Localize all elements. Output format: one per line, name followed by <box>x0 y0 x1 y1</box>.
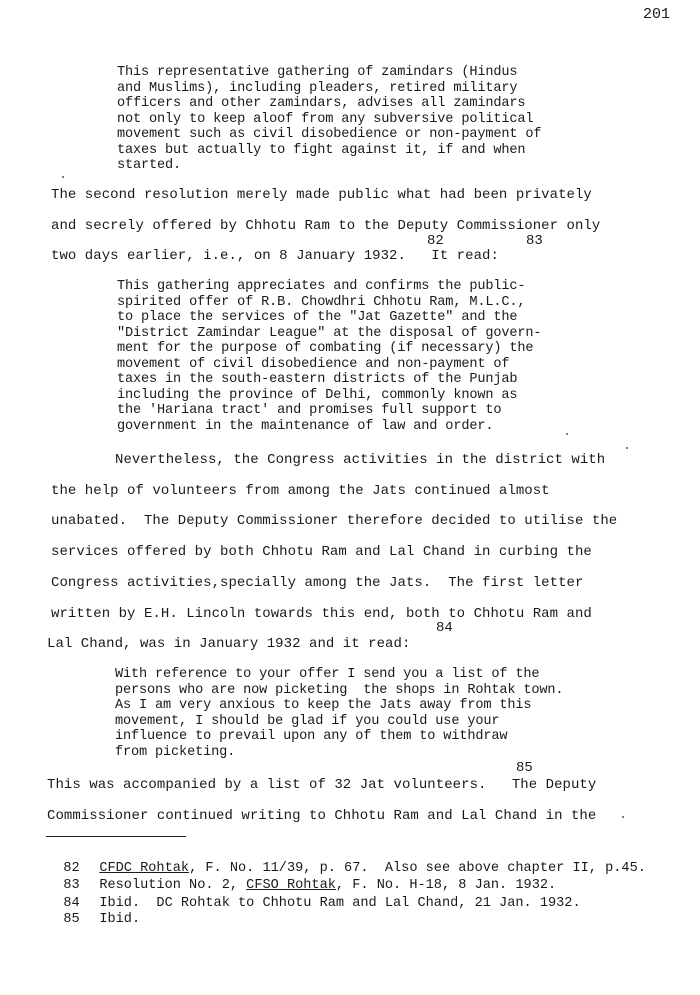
body-line: Lal Chand, was in January 1932 and it read: <box>47 636 411 652</box>
quote-line: movement, I should be glad if you could use your <box>115 713 500 729</box>
block-quote-resolution-2 <box>117 279 541 434</box>
quote-line: government in the maintenance of law and order. <box>117 418 494 434</box>
quote-line: ment for the purpose of combating (if necessary) the <box>117 341 534 356</box>
scan-speck <box>626 447 628 449</box>
body-line: unabated. The Deputy Commissioner therefore decided to utilise the <box>51 513 618 529</box>
scan-speck <box>566 433 568 435</box>
footnote-ref-84[interactable]: 84 <box>436 620 453 636</box>
quote-line: As I am very anxious to keep the Jats away from this <box>115 698 532 713</box>
quote-line: spirited offer of R.B. Chowdhri Chhotu Ram, M.L.C., <box>117 294 526 310</box>
footnote-source: CFDC Rohtak <box>99 861 190 876</box>
scan-speck <box>62 176 64 178</box>
footnote-separator <box>46 836 186 837</box>
block-quote-resolution-1 <box>117 65 541 174</box>
quote-line: officers and other zamindars, advises all zamindars <box>117 96 526 111</box>
quote-line: taxes but actually to fight against it, if and when <box>117 142 526 158</box>
quote-line: influence to prevail upon any of them to withdraw <box>115 729 508 744</box>
footnote-number: 82 <box>63 861 80 876</box>
quote-line: "District Zamindar League" at the disposal of govern- <box>117 325 542 341</box>
footnote-text: , F. No. H-18, 8 Jan. 1932. <box>335 878 557 893</box>
quote-line: This representative gathering of zamindars (Hindus <box>117 65 518 80</box>
quote-line: taxes in the south-eastern districts of the Punjab <box>117 372 518 387</box>
page-number: 201 <box>643 6 671 23</box>
footnote-source: CFSO Rohtak <box>246 878 336 893</box>
quote-line: the 'Hariana tract' and promises full support to <box>117 403 502 418</box>
body-line: two days earlier, i.e., on 8 January 1932. It read: <box>51 248 499 264</box>
footnote-85 <box>47 897 140 927</box>
footnote-number: 84 <box>63 896 80 911</box>
body-line: Commissioner continued writing to Chhotu Ram and Lal Chand in the <box>47 808 597 824</box>
quote-line: movement of civil disobedience and non-payment of <box>117 356 510 372</box>
footnote-text: Ibid. DC Rohtak to Chhotu Ram and Lal Chand, 21 Jan. 1932. <box>99 896 581 911</box>
scan-speck <box>622 816 624 818</box>
body-line: written by E.H. Lincoln towards this end, both to Chhotu Ram and <box>51 606 592 622</box>
quote-line: With reference to your offer I send you a list of the <box>115 667 540 682</box>
quote-line: including the province of Delhi, commonly known as <box>117 387 518 403</box>
footnote-text: , F. No. 11/39, p. 67. Also see above chapter II, p.45. <box>189 861 646 876</box>
body-line: This was accompanied by a list of 32 Jat volunteers. The Deputy <box>47 777 597 793</box>
quote-line: to place the services of the "Jat Gazette" and the <box>117 310 518 325</box>
body-line: Nevertheless, the Congress activities in the district with <box>115 452 606 468</box>
quote-line: persons who are now picketing the shops in Rohtak town. <box>115 682 564 698</box>
quote-line: movement such as civil disobedience or non-payment of <box>117 127 542 142</box>
footnote-ref-85[interactable]: 85 <box>516 760 533 776</box>
quote-line: This gathering appreciates and confirms the public- <box>117 279 526 294</box>
footnote-text-pre: Resolution No. 2, <box>99 878 247 893</box>
body-line: Congress activities,specially among the Jats. The first letter <box>51 575 584 591</box>
quote-line: from picketing. <box>115 744 236 760</box>
quote-line: not only to keep aloof from any subversive political <box>117 111 534 127</box>
quote-line: and Muslims), including pleaders, retired military <box>117 80 518 96</box>
footnote-number: 85 <box>63 912 80 927</box>
block-quote-lincoln-letter <box>115 667 563 760</box>
body-line: the help of volunteers from among the Jats continued almost <box>51 483 550 499</box>
body-line: services offered by both Chhotu Ram and Lal Chand in curbing the <box>51 544 592 560</box>
quote-line: started. <box>117 158 182 173</box>
footnote-text: Ibid. <box>99 912 141 927</box>
body-line: and secrely offered by Chhotu Ram to the Deputy Commissioner only <box>51 218 601 234</box>
footnote-ref-82[interactable]: 82 <box>427 233 444 249</box>
body-line: The second resolution merely made public what had been privately <box>51 187 592 203</box>
footnote-number: 83 <box>63 878 80 893</box>
footnote-ref-83[interactable]: 83 <box>526 233 543 249</box>
